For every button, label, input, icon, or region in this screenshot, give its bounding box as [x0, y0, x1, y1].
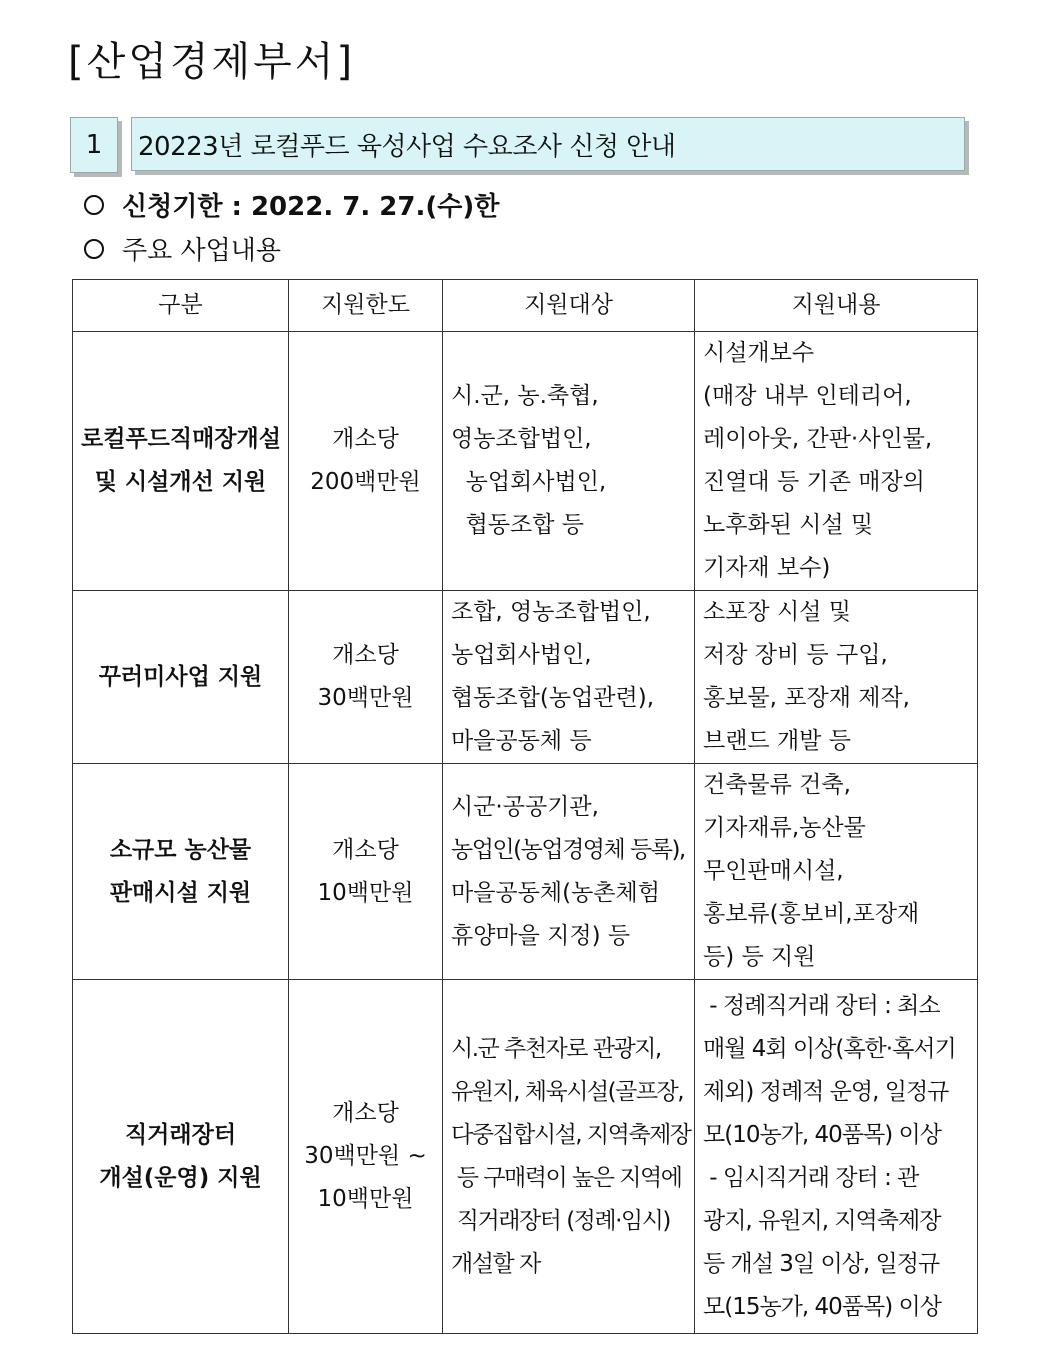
- cell-line: 홍보류(홍보비,포장재: [703, 901, 920, 927]
- header-category: 구분: [73, 280, 289, 332]
- cell-line: 등) 등 지원: [703, 944, 816, 970]
- cell-line: - 임시직거래 장터 : 관: [703, 1164, 919, 1191]
- cell-line: 판매시설 지원: [109, 879, 252, 906]
- table-row: [73, 591, 978, 764]
- cell-category: [73, 332, 289, 591]
- cell-line: 등 개설 3일 이상, 일정규: [703, 1250, 940, 1277]
- header-content: 지원내용: [695, 280, 978, 332]
- cell-line: 농업회사법인,: [451, 469, 607, 495]
- deadline-text: 신청기한 : 2022. 7. 27.(수)한: [122, 192, 500, 222]
- cell-line: 브랜드 개발 등: [703, 728, 851, 754]
- cell-line: 영농조합법인,: [451, 426, 592, 452]
- cell-line: 개소당: [332, 1100, 399, 1126]
- cell-line: 농업인(농업경영체 등록),: [451, 836, 685, 863]
- cell-line: 개설할 자: [451, 1250, 540, 1277]
- cell-line: 기자재류,농산물: [703, 815, 866, 841]
- cell-category: [73, 591, 289, 764]
- cell-category: [73, 980, 289, 1334]
- cell-line: 개소당: [332, 836, 399, 863]
- table-header-row: [73, 280, 978, 332]
- cell-line: 10백만원: [317, 879, 414, 906]
- cell-line: 기자재 보수): [703, 555, 831, 581]
- cell-line: 레이아웃, 간판·사인물,: [703, 426, 933, 452]
- cell-line: 소포장 시설 및: [703, 599, 851, 625]
- cell-line: 건축물류 건축,: [703, 772, 851, 798]
- cell-content: [695, 764, 978, 980]
- cell-line: 농업회사법인,: [451, 642, 592, 668]
- cell-line: - 정례직거래 장터 : 최소: [703, 992, 940, 1019]
- table-row: [73, 332, 978, 591]
- cell-target: [443, 764, 695, 980]
- cell-line: 및 시설개선 지원: [94, 469, 267, 495]
- cell-line: (매장 내부 인테리어,: [703, 383, 912, 409]
- cell-limit: [289, 980, 443, 1334]
- cell-line: 시.군, 농.축협,: [451, 383, 599, 409]
- department-title: [산업경제부서]: [68, 39, 356, 85]
- main-content-line: [84, 230, 281, 267]
- section-title: 20223년 로컬푸드 육성사업 수요조사 신청 안내: [131, 117, 965, 171]
- cell-line: 마을공동체 등: [451, 728, 592, 754]
- cell-target: [443, 591, 695, 764]
- section-header: [70, 117, 970, 177]
- cell-line: 광지, 유원지, 지역축제장: [703, 1207, 941, 1234]
- header-target: 지원대상: [443, 280, 695, 332]
- cell-line: 조합, 영농조합법인,: [451, 599, 651, 625]
- cell-line: 등 구매력이 높은 지역에: [451, 1164, 682, 1191]
- cell-limit: [289, 764, 443, 980]
- cell-limit: [289, 332, 443, 591]
- cell-target: [443, 980, 695, 1334]
- circle-bullet-icon: [84, 239, 104, 259]
- support-table: [72, 279, 978, 1334]
- header-limit: 지원한도: [289, 280, 443, 332]
- cell-line: 30백만원: [317, 685, 414, 711]
- cell-line: 모(15농가, 40품목) 이상: [703, 1293, 941, 1320]
- main-content-label: 주요 사업내용: [122, 236, 281, 266]
- cell-line: 홍보물, 포장재 제작,: [703, 685, 910, 711]
- cell-content: [695, 332, 978, 591]
- cell-line: 저장 장비 등 구입,: [703, 642, 888, 668]
- cell-limit: [289, 591, 443, 764]
- cell-line: 직거래장터 (정례·임시): [451, 1207, 670, 1234]
- cell-line: 노후화된 시설 및: [703, 512, 874, 538]
- cell-line: 30백만원 ~: [304, 1143, 427, 1169]
- cell-line: 시.군 추천자로 관광지,: [451, 1035, 661, 1062]
- cell-line: 유원지, 체육시설(골프장,: [451, 1078, 684, 1105]
- cell-line: 진열대 등 기존 매장의: [703, 469, 925, 495]
- cell-target: [443, 332, 695, 591]
- cell-content: [695, 591, 978, 764]
- cell-line: 협동조합 등: [451, 512, 585, 538]
- cell-content: [695, 980, 978, 1334]
- cell-line: 다중집합시설, 지역축제장: [451, 1121, 691, 1148]
- table-row: [73, 980, 978, 1334]
- cell-line: 개소당: [332, 642, 399, 668]
- cell-category: [73, 764, 289, 980]
- section-number: 1: [70, 117, 118, 173]
- cell-line: 협동조합(농업관련),: [451, 685, 655, 711]
- cell-line: 200백만원: [310, 469, 421, 495]
- table-row: [73, 764, 978, 980]
- cell-line: 시설개보수: [703, 340, 815, 366]
- cell-line: 시군·공공기관,: [451, 793, 599, 820]
- cell-line: 꾸러미사업 지원: [98, 663, 263, 690]
- cell-line: 매월 4회 이상(혹한·혹서기: [703, 1035, 956, 1062]
- cell-line: 직거래장터: [124, 1121, 237, 1148]
- cell-line: 마을공동체(농촌체험: [451, 879, 660, 906]
- cell-line: 10백만원: [317, 1186, 414, 1212]
- cell-line: 개소당: [332, 426, 399, 452]
- cell-line: 제외) 정례적 운영, 일정규: [703, 1078, 949, 1105]
- cell-line: 휴양마을 지정) 등: [451, 922, 631, 949]
- cell-line: 개설(운영) 지원: [99, 1164, 262, 1191]
- deadline-line: [84, 186, 499, 223]
- cell-line: 무인판매시설,: [703, 858, 844, 884]
- circle-bullet-icon: [84, 195, 104, 215]
- cell-line: 모(10농가, 40품목) 이상: [703, 1121, 941, 1148]
- cell-line: 소규모 농산물: [109, 836, 252, 863]
- cell-line: 로컬푸드직매장개설: [81, 426, 281, 452]
